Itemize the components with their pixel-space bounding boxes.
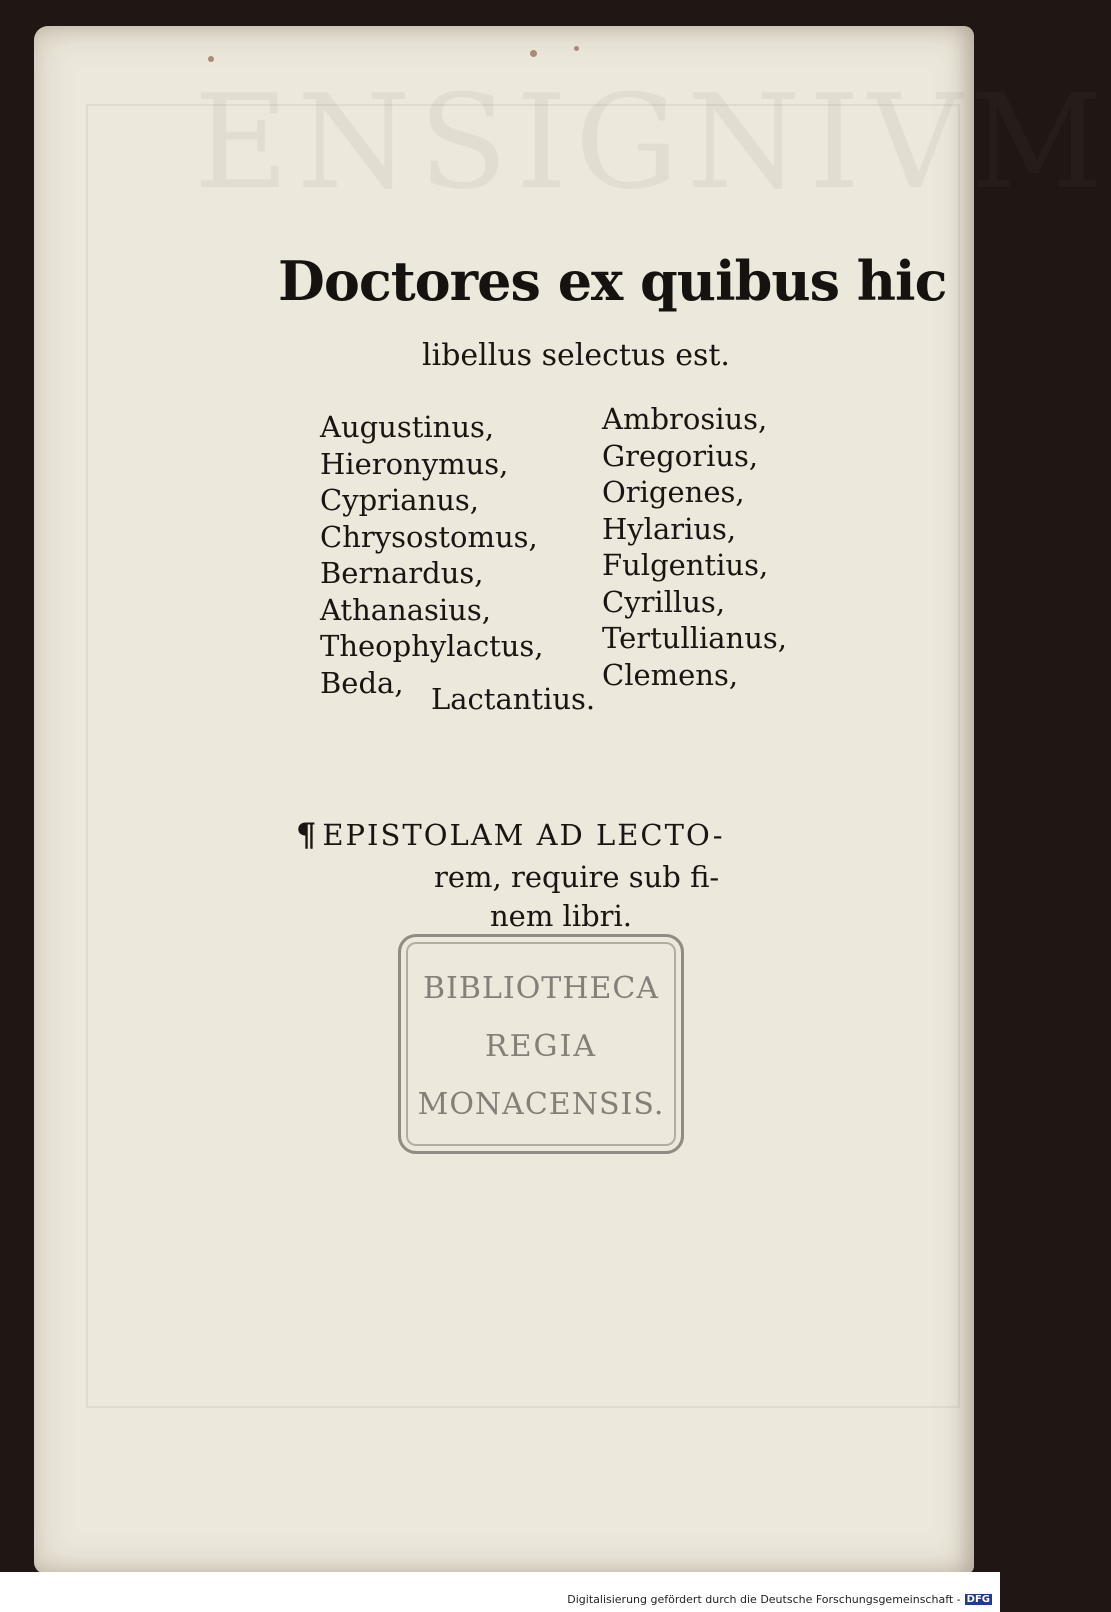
footer-band: [0, 1572, 1000, 1612]
author-name: Hylarius,: [602, 511, 737, 546]
authors-left-column: [320, 409, 544, 701]
author-name: Tertullianus,: [602, 621, 788, 655]
authors-right-column: [602, 401, 787, 693]
epistle-line-3: nem libri.: [490, 899, 633, 933]
author-name: Fulgentius,: [602, 548, 769, 582]
pilcrow-icon: ¶: [296, 816, 319, 854]
funding-credit: [567, 1593, 992, 1606]
stamp-line-1: BIBLIOTHECA: [423, 971, 659, 1006]
book-page: [34, 26, 1111, 1574]
epistle-line-1-text: EPISTOLAM AD LECTO-: [322, 818, 725, 852]
author-name: Theophylactus,: [320, 629, 544, 663]
author-name: Ambrosius,: [602, 402, 768, 436]
author-name: Bernardus,: [320, 556, 484, 590]
stamp-line-2: REGIA: [485, 1029, 597, 1064]
page-subheading: libellus selectus est.: [422, 338, 730, 373]
show-through-lettering: ENSIGNIVM: [194, 66, 1111, 218]
foxing-spot: [530, 50, 537, 57]
dfg-logo-icon: DFG: [966, 1594, 990, 1605]
stamp-line-3: MONACENSIS.: [417, 1087, 665, 1122]
page-heading: Doctores ex quibus hic: [278, 249, 947, 313]
epistle-note: [296, 816, 836, 933]
author-name: Augustinus,: [320, 410, 495, 444]
author-name: Beda,: [320, 665, 404, 700]
epistle-line-2: rem, require sub fi-: [434, 860, 720, 894]
funding-credit-text: Digitalisierung gefördert durch die Deutsche Forschungsgemeinschaft -: [567, 1593, 961, 1606]
author-name: Chrysostomus,: [320, 519, 538, 554]
epistle-line-1: [296, 816, 836, 854]
author-name: Clemens,: [602, 657, 739, 692]
author-name: Gregorius,: [602, 438, 759, 473]
author-name: Origenes,: [602, 475, 745, 509]
author-name: Cyrillus,: [602, 584, 726, 619]
author-name: Hieronymus,: [320, 446, 509, 481]
author-name: Athanasius,: [320, 592, 491, 627]
author-name: Cyprianus,: [320, 483, 480, 517]
foxing-spot: [574, 46, 579, 51]
author-name-last: Lactantius.: [431, 682, 596, 716]
foxing-spot: [208, 56, 214, 62]
library-stamp: [398, 934, 684, 1154]
